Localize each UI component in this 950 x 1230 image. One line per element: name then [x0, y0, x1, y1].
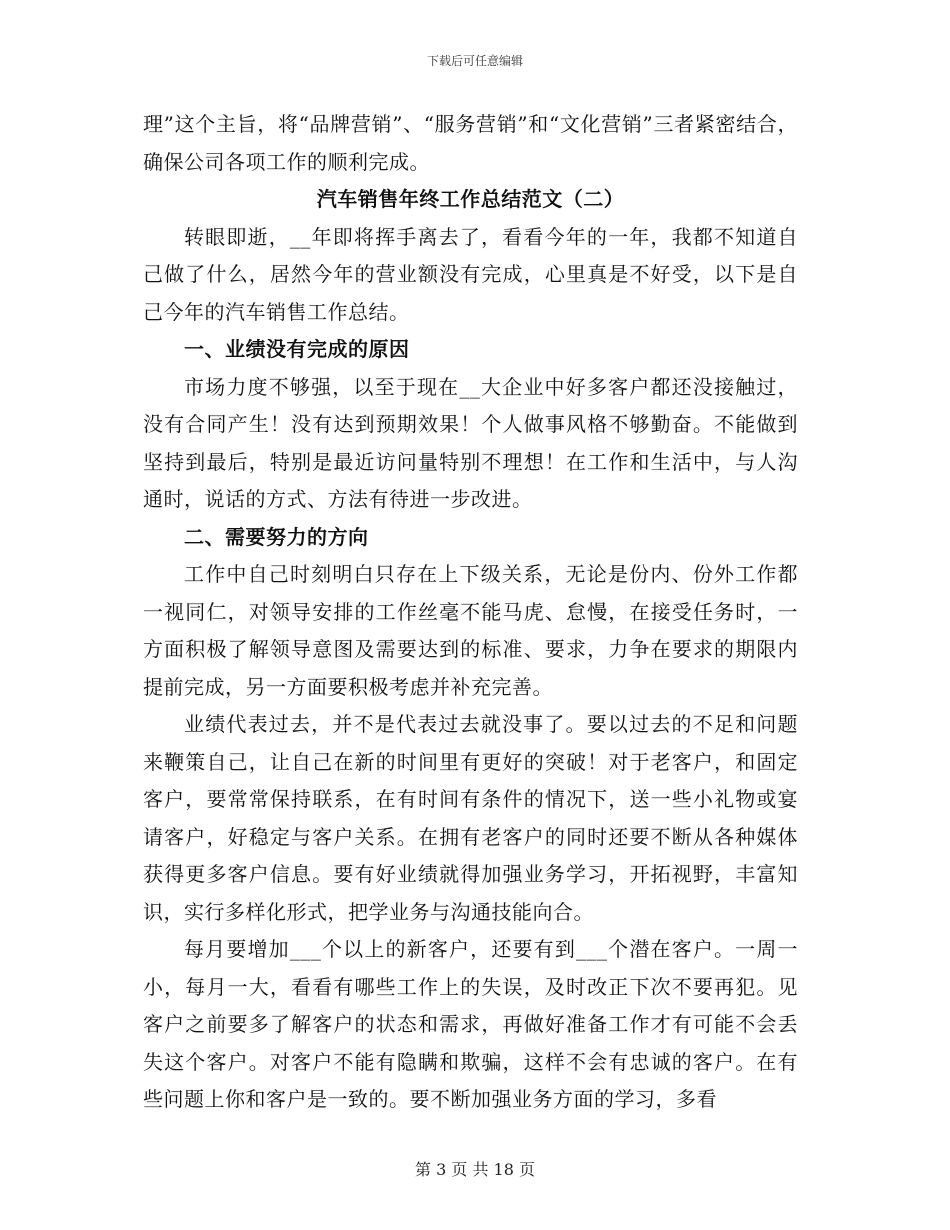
section-heading-1: 一、业绩没有完成的原因 — [184, 337, 410, 361]
document-body — [143, 106, 798, 1119]
section1-paragraph: 市场力度不够强，以至于现在__大企业中好多客户都还没接触过，没有合同产生！没有达到预期效果！个人做事风格不够勤奋。不能做到坚持到最后，特别是最近访问量特别不理想！在工作和生活中，与人沟通时，说话的方式、方法有待进一步改进。 — [143, 374, 798, 511]
intro-paragraph: 转眼即逝，__年即将挥手离去了，看看今年的一年，我都不知道自己做了什么，居然今年的营业额没有完成，心里真是不好受，以下是自己今年的汽车销售工作总结。 — [143, 224, 798, 324]
page-header-note: 下载后可任意编辑 — [426, 54, 523, 68]
continuation-paragraph: 理”这个主旨，将“品牌营销”、“服务营销”和“文化营销”三者紧密结合，确保公司各项工作的顺利完成。 — [143, 112, 798, 174]
section2-paragraph-2: 业绩代表过去，并不是代表过去就没事了。要以过去的不足和问题来鞭策自己，让自己在新的时间里有更好的突破！对于老客户，和固定客户，要常常保持联系，在有时间有条件的情况下，送一些小礼物或宴请客户，好稳定与客户关系。在拥有老客户的同时还要不断从各种媒体获得更多客户信息。要有好业绩就得加强业务学习，开拓视野，丰富知识，实行多样化形式，把学业务与沟通技能向合。 — [143, 712, 798, 924]
page-number-footer: 第 3 页 共 18 页 — [415, 1160, 535, 1179]
document-title: 汽车销售年终工作总结范文（二） — [316, 187, 625, 211]
section-heading-2: 二、需要努力的方向 — [184, 524, 369, 549]
section2-paragraph-3: 每月要增加___个以上的新客户，还要有到___个潜在客户。一周一小，每月一大，看看有哪些工作上的失误，及时改正下次不要再犯。见客户之前要多了解客户的状态和需求，再做好准备工作才有可能不会丢失这个客户。对客户不能有隐瞒和欺骗，这样不会有忠诚的客户。在有些问题上你和客户是一致的。要不断加强业务方面的学习，多看 — [143, 937, 798, 1111]
section2-paragraph-1: 工作中自己时刻明白只存在上下级关系，无论是份内、份外工作都一视同仁，对领导安排的工作丝毫不能马虎、怠慢，在接受任务时，一方面积极了解领导意图及需要达到的标准、要求，力争在要求的期限内提前完成，另一方面要积极考虑并补充完善。 — [143, 562, 798, 699]
